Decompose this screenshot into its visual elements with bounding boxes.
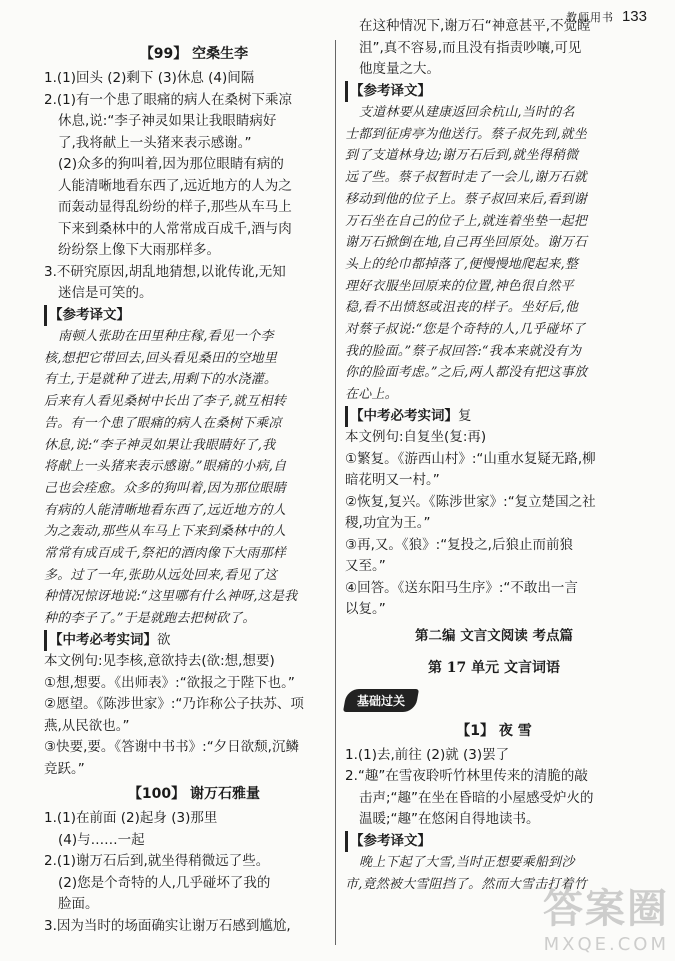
- translation-line: 有病的人能清晰地看东西了,远近地方的人: [44, 502, 286, 518]
- badge-label: 基础过关: [357, 694, 406, 709]
- translation-tag: 【参考译文】: [44, 305, 130, 326]
- answer-line: 休息,说:“李子神灵如果让我眼睛病好: [58, 113, 277, 129]
- translation-line: 到了支道林身边;谢万石后到,就坐得稍微: [345, 148, 579, 164]
- answer-line: 人能清晰地看东西了,远近地方的人为之: [58, 177, 292, 194]
- translation-line: 远了些。蔡子叔暂时走了一会儿,谢万石就: [345, 170, 587, 186]
- page-number: 133: [621, 8, 647, 25]
- word-line: 燕,从民欲也。”: [44, 717, 130, 734]
- answer-line: 沮”,真不容易,而且没有指责吵嚷,可见: [359, 39, 582, 56]
- translation-line: 移动到他的位子上。蔡子叔回来后,看到谢: [345, 191, 587, 207]
- translation-line: 南顿人张助在田里种庄稼,看见一个李: [58, 329, 274, 344]
- translation-line: 理好衣服坐回原来的位置,神色很自然平: [345, 278, 574, 294]
- translation-line: 你的脸面考虑。”之后,两人都没有把这事放: [345, 365, 588, 381]
- answer-line: 了,我将献上一头猪来表示感谢。”: [58, 134, 252, 151]
- translation-line: 士都到征虏亭为他送行。蔡子叔先到,就坐: [345, 126, 587, 142]
- word-line: ①繁复。《游西山村》:“山重水复疑无路,柳: [345, 450, 596, 467]
- answer-line: 1.(1)在前面 (2)起身 (3)那里: [44, 810, 218, 827]
- word-line: 本文例句:见李核,意欲持去(欲:想,想要): [44, 653, 275, 670]
- key-word: 复: [458, 407, 472, 424]
- answer-line: 3.因为当时的场面确实让谢万石感到尴尬,: [44, 917, 291, 934]
- answer-line: 1.(1)回头 (2)剩下 (3)休息 (4)间隔: [44, 70, 255, 86]
- word-line: ④回答。《送东阳马生序》:“不敢出一言: [345, 579, 578, 596]
- translation-line: 多。过了一年,张助从远处回来,看见了这: [44, 567, 278, 583]
- answer-line: 迷信是可笑的。: [58, 285, 153, 301]
- word-line: ①想,想要。《出师表》:“欲报之于陛下也。”: [44, 674, 295, 691]
- answer-line: 2.“趣”在雪夜聆听竹林里传来的清脆的敲: [345, 768, 588, 785]
- word-line: 本文例句:自复坐(复:再): [345, 429, 487, 446]
- word-line: ②恢复,复兴。《陈涉世家》:“复立楚国之社: [345, 493, 596, 510]
- badge-row: [345, 685, 643, 717]
- translation-line: 万石坐在自己的位子上,就连着坐垫一起把: [345, 213, 587, 229]
- basic-practice-badge: [343, 689, 419, 712]
- word-line: 暗花明又一村。”: [345, 472, 440, 489]
- translation-line: 在心上。: [345, 387, 398, 403]
- translation-tag: 【参考译文】: [345, 81, 431, 102]
- unit-title: 第 17 单元 文言词语: [427, 659, 561, 676]
- translation-line: 对蔡子叔说:“您是个奇特的人,几乎碰坏了: [345, 322, 586, 338]
- answer-line: 2.(1)有一个患了眼痛的病人在桑树下乘凉: [44, 91, 293, 108]
- translation-line: 休息,说:“李子神灵如果让我眼睛好了,我: [44, 437, 276, 453]
- translation-line: 种情况惊讶地说:“这里哪有什么神呀,这是我: [44, 589, 298, 605]
- translation-line: 我的脸面。”蔡子叔回答:“我本来就没有为: [345, 343, 582, 359]
- translation-line: 有土,于是就种了进去,用剩下的水浇灌。: [44, 372, 278, 388]
- answer-line: 而轰动显得乱纷纷的样子,那些从车马上: [58, 199, 292, 215]
- translation-line: 支道林要从建康返回余杭山,当时的名: [359, 105, 575, 120]
- translation-line: 晚上下起了大雪,当时正想要乘船到沙: [359, 855, 575, 871]
- left-column: [44, 40, 344, 937]
- answer-line: 纷纷祭上像下大雨那样多。: [58, 242, 220, 258]
- translation-line: 谢万石掀倒在地,自己再坐回原处。谢万石: [345, 235, 587, 251]
- translation-line: 稳,看不出愤怒或沮丧的样子。坐好后,他: [345, 300, 579, 316]
- answer-line: (4)与……一起: [58, 831, 145, 848]
- answer-line: 击声;“趣”在坐在昏暗的小屋感受炉火的: [359, 789, 594, 806]
- book-title: 教师用书: [565, 11, 614, 24]
- watermark: [543, 877, 669, 955]
- right-column: [345, 16, 643, 896]
- word-line: 又至。”: [345, 558, 386, 575]
- word-line: ③快要,要。《答谢中书书》:“夕日欲颓,沉鳞: [44, 739, 299, 756]
- word-line: 以复。”: [345, 601, 386, 618]
- section-title-1: 【1】 夜 雪: [456, 722, 532, 739]
- translation-line: 将献上一头猪来表示感谢。”眼痛的小病,自: [44, 459, 287, 475]
- answer-line: 1.(1)去,前往 (2)就 (3)罢了: [345, 746, 510, 763]
- key-word-tag: 【中考必考实词】: [44, 630, 157, 651]
- watermark-url: MXQE.COM: [543, 934, 669, 955]
- key-word-tag: 【中考必考实词】: [345, 406, 458, 427]
- translation-line: 种的李子了。”于是就跑去把树砍了。: [44, 611, 256, 627]
- translation-line: 己也会痊愈。众多的狗叫着,因为那位眼睛: [44, 480, 286, 496]
- translation-line: 核,想把它带回去,回头看见桑田的空地里: [44, 350, 278, 366]
- answer-line: (2)您是个奇特的人,几乎碰坏了我的: [58, 874, 271, 891]
- section-title-100: 【100】 谢万石雅量: [127, 786, 261, 803]
- answer-line: 他度量之大。: [359, 61, 440, 77]
- word-line: ②愿望。《陈涉世家》:“乃诈称公子扶苏、项: [44, 696, 304, 713]
- answer-line: 3.不研究原因,胡乱地猜想,以讹传讹,无知: [44, 263, 286, 280]
- part-title: 第二编 文言文阅读 考点篇: [415, 627, 573, 644]
- translation-line: 后来有人看见桑树中长出了李子,就互相转: [44, 394, 286, 410]
- answer-line: 温暖;“趣”在悠闲自得地读书。: [359, 811, 540, 828]
- translation-line: 常常有成百成千,祭祀的酒肉像下大雨那样: [44, 546, 286, 562]
- answer-line: 在这种情况下,谢万石“神意甚平,不觉瞠: [359, 18, 591, 34]
- key-word: 欲: [157, 631, 171, 648]
- section-title-99: 【99】 空桑生李: [139, 46, 249, 62]
- translation-line: 市,竟然被大雪阻挡了。然而大雪击打着竹: [345, 877, 587, 893]
- translation-line: 头上的纶巾都掉落了,便慢慢地爬起来,整: [345, 256, 579, 272]
- answer-line: 下来到桑林中的人常常成百成千,酒与肉: [58, 220, 292, 237]
- word-line: 竞跃。”: [44, 760, 85, 777]
- answer-line: (2)众多的狗叫着,因为那位眼睛有病的: [58, 156, 284, 172]
- answer-line: 2.(1)谢万石后到,就坐得稍微远了些。: [44, 853, 270, 870]
- answer-line: 脸面。: [58, 896, 99, 913]
- watermark-logo: 答案圈: [543, 886, 669, 932]
- translation-tag: 【参考译文】: [345, 831, 431, 852]
- translation-line: 为之轰动,那些从车马上下来到桑林中的人: [44, 524, 286, 540]
- word-line: 稷,功宜为王。”: [345, 515, 431, 532]
- word-line: ③再,又。《狼》:“复投之,后狼止而前狼: [345, 536, 573, 553]
- translation-line: 告。有一个患了眼痛的病人在桑树下乘凉: [44, 415, 282, 431]
